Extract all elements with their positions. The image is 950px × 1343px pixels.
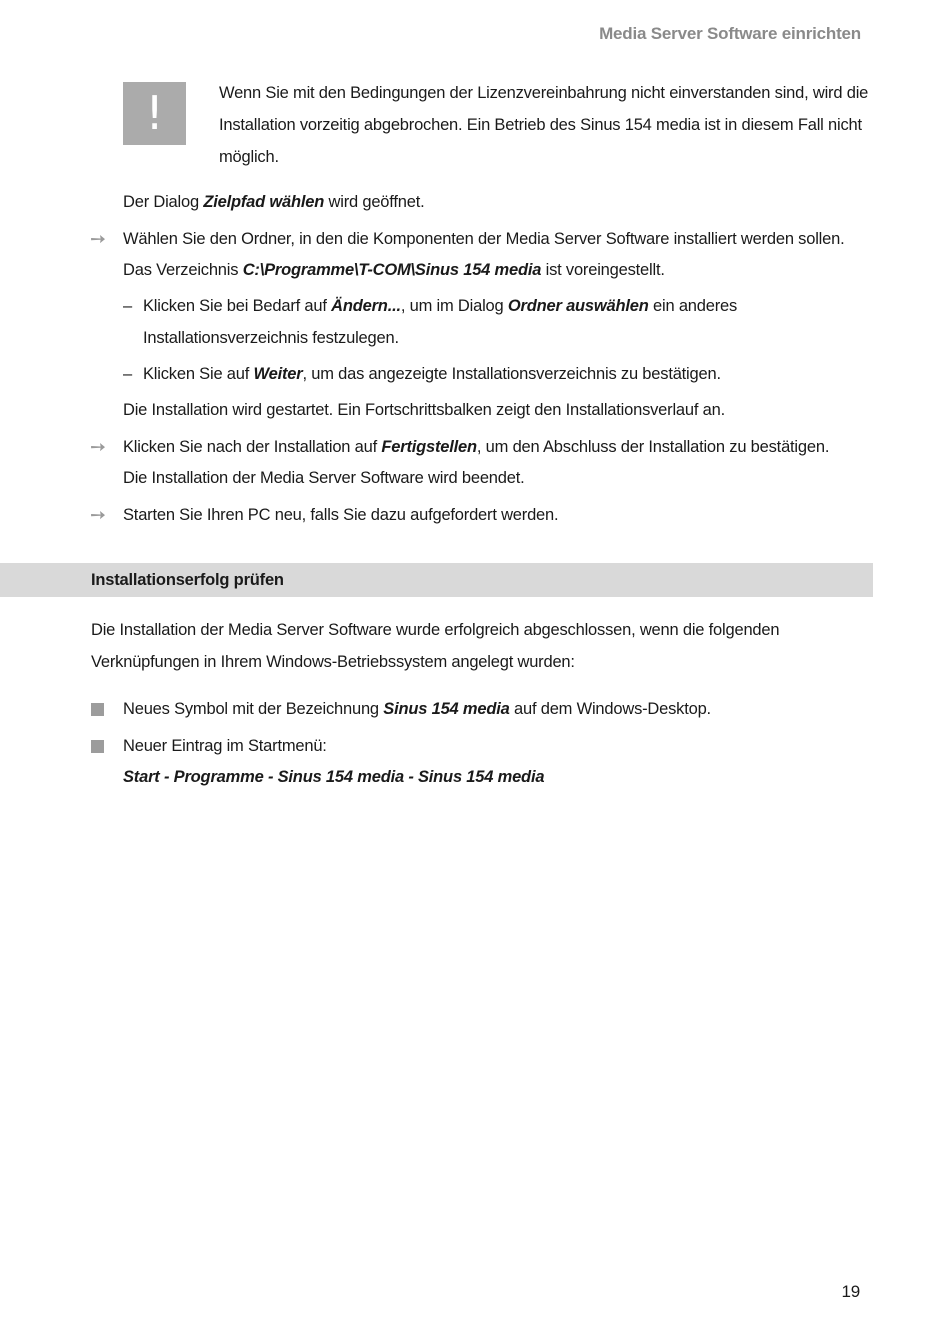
square-bullet-icon bbox=[91, 703, 104, 716]
page-header: Media Server Software einrichten bbox=[599, 24, 861, 43]
install-started-line: Die Installation wird gestartet. Ein Fortschrittsbalken zeigt den Installationsverlauf an. bbox=[123, 401, 725, 419]
bullet1-post: auf dem Windows-Desktop. bbox=[509, 700, 711, 718]
square-bullet-icon bbox=[91, 740, 104, 753]
section-paragraph: Die Installation der Media Server Software wurde erfolgreich abgeschlossen, wenn die folgenden Verknüpfungen in Ihrem Windows-Betriebssystem angelegt wurden: bbox=[91, 621, 780, 671]
dialog-opened-line bbox=[123, 190, 424, 214]
arrow-icon: ➙ bbox=[90, 228, 106, 250]
warning-text: Wenn Sie mit den Bedingungen der Lizenzvereinbahrung nicht einverstanden sind, wird die Installation vorzeitig abgebrochen. Ein Betrieb des Sinus 154 media ist in diesem Fall nicht möglich. bbox=[219, 84, 869, 166]
dialog-pre: Der Dialog bbox=[123, 193, 204, 211]
step1-path: C:\Programme\T-COM\Sinus 154 media bbox=[242, 261, 542, 279]
start-menu-path: Start - Programme - Sinus 154 media - Sinus 154 media bbox=[123, 768, 545, 786]
bullet1-pre: Neues Symbol mit der Bezeichnung bbox=[123, 700, 384, 718]
sub1-dialog: Ordner auswählen bbox=[507, 297, 649, 315]
sub2-pre: Klicken Sie auf bbox=[143, 365, 254, 383]
dash-marker: – bbox=[123, 365, 132, 383]
step2-pre: Klicken Sie nach der Installation auf bbox=[123, 438, 382, 456]
step1-pre: Das Verzeichnis bbox=[123, 261, 243, 279]
step2-line2: Die Installation der Media Server Software wird beendet. bbox=[123, 469, 525, 487]
dialog-post: wird geöffnet. bbox=[324, 193, 425, 211]
step2-button: Fertigstellen bbox=[381, 438, 477, 456]
sub2-post: , um das angezeigte Installationsverzeichnis zu bestätigen. bbox=[302, 365, 721, 383]
sub1-mid: , um im Dialog bbox=[400, 297, 508, 315]
sub2-line bbox=[143, 362, 721, 386]
step1-post: ist voreingestellt. bbox=[541, 261, 665, 279]
dash-marker: – bbox=[123, 297, 132, 315]
bullet2-path bbox=[123, 765, 544, 789]
sub2-button: Weiter bbox=[253, 365, 303, 383]
dialog-name: Zielpfad wählen bbox=[203, 193, 325, 211]
step3-line: Starten Sie Ihren PC neu, falls Sie dazu aufgefordert werden. bbox=[123, 506, 559, 524]
exclamation-icon: ! bbox=[123, 82, 186, 145]
page-number: 19 bbox=[841, 1282, 860, 1301]
sub1-button: Ändern... bbox=[331, 297, 401, 315]
sub1-pre: Klicken Sie bei Bedarf auf bbox=[143, 297, 332, 315]
bullet1-name: Sinus 154 media bbox=[383, 700, 510, 718]
step1-line1: Wählen Sie den Ordner, in den die Komponenten der Media Server Software installiert werden sollen. bbox=[123, 230, 845, 248]
sub1-line2: Installationsverzeichnis festzulegen. bbox=[143, 329, 399, 347]
sub1-post: ein anderes bbox=[648, 297, 738, 315]
step2-line1 bbox=[123, 435, 829, 459]
bullet2-line: Neuer Eintrag im Startmenü: bbox=[123, 737, 327, 755]
bullet1-line bbox=[123, 697, 711, 721]
step2-post: , um den Abschluss der Installation zu bestätigen. bbox=[476, 438, 830, 456]
step1-line2 bbox=[123, 258, 665, 282]
sub1-line1 bbox=[143, 294, 737, 318]
arrow-icon: ➙ bbox=[90, 436, 106, 458]
arrow-icon: ➙ bbox=[90, 504, 106, 526]
section-title: Installationserfolg prüfen bbox=[91, 571, 284, 589]
